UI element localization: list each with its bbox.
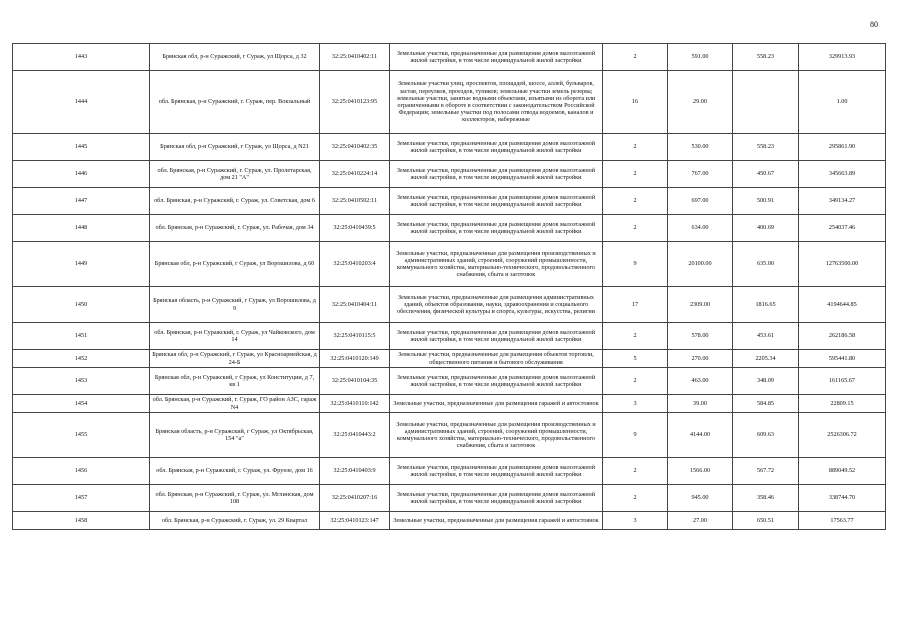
group-cell: 2 [603,161,668,188]
group-cell: 2 [603,458,668,485]
group-cell: 2 [603,485,668,512]
specific-value-cell: 567.72 [733,458,799,485]
specific-value-cell: 584.85 [733,395,799,413]
specific-value-cell: 500.91 [733,188,799,215]
cadastral-value-cell: 254037.46 [799,215,886,242]
row-number: 1446 [13,161,150,188]
table-row [13,44,886,71]
area-cell: 4144.00 [668,413,733,458]
cadastral-value-cell: 295861.90 [799,134,886,161]
specific-value-cell: 635.00 [733,242,799,287]
land-use-cell: Земельные участки, предназначенные для размещения производственных и административных зданий, строений, сооружений промышленности, коммунального хозяйства, материально-технического, продовольственного снабжения, сбыта и заготовок [390,413,603,458]
cadastral-number-cell: 32:25:0410120:149 [320,350,390,368]
land-use-cell: Земельные участки, предназначенные для размещения домов малоэтажной жилой застройки, в том числе индивидуальной жилой застройки [390,323,603,350]
row-number: 1448 [13,215,150,242]
area-cell: 634.00 [668,215,733,242]
address-cell: Брянская обл, р-н Суражский, г Сураж, ул Конституции, д 7, кв 1 [150,368,320,395]
table-row [13,368,886,395]
cadastral-number-cell: 32:25:0410110:142 [320,395,390,413]
group-cell: 2 [603,44,668,71]
area-cell: 29.00 [668,71,733,134]
row-number: 1457 [13,485,150,512]
cadastral-number-cell: 32:25:0410402:11 [320,44,390,71]
cadastral-number-cell: 32:25:0410403:9 [320,458,390,485]
table-row [13,350,886,368]
page-number: 80 [870,20,878,29]
cadastral-value-cell: 345663.89 [799,161,886,188]
table-row [13,134,886,161]
table-row [13,395,886,413]
address-cell: обл. Брянская, р-н Суражский, г. Сураж, ул. 29 Квартал [150,512,320,530]
cadastral-value-cell: 262186.58 [799,323,886,350]
area-cell: 270.00 [668,350,733,368]
row-number: 1451 [13,323,150,350]
land-use-cell: Земельные участки, предназначенные для размещения домов малоэтажной жилой застройки, в том числе индивидуальной жилой застройки [390,368,603,395]
specific-value-cell: 609.63 [733,413,799,458]
row-number: 1445 [13,134,150,161]
row-number: 1450 [13,287,150,323]
area-cell: 578.00 [668,323,733,350]
land-use-cell: Земельные участки, предназначенные для размещения домов малоэтажной жилой застройки, в том числе индивидуальной жилой застройки [390,134,603,161]
cadastral-number-cell: 32:25:0410402:35 [320,134,390,161]
cadastral-value-cell: 4194644.85 [799,287,886,323]
row-number: 1455 [13,413,150,458]
cadastral-value-cell: 889049.52 [799,458,886,485]
group-cell: 17 [603,287,668,323]
land-use-cell: Земельные участки, предназначенные для размещения домов малоэтажной жилой застройки, в том числе индивидуальной жилой застройки [390,44,603,71]
cadastral-value-cell: 349134.27 [799,188,886,215]
cadastral-value-cell: 161165.67 [799,368,886,395]
land-use-cell: Земельные участки, предназначенные для размещения административных зданий, объектов образования, науки, здравоохранения и социального обеспечения, физической культуры и спорта, культуры, искусства, религии [390,287,603,323]
area-cell: 1566.00 [668,458,733,485]
group-cell: 16 [603,71,668,134]
group-cell: 3 [603,512,668,530]
address-cell: Брянская обл, р-н Суражский, г Сураж, ул Щорса, д 32 [150,44,320,71]
row-number: 1454 [13,395,150,413]
land-use-cell: Земельные участки, предназначенные для размещения домов малоэтажной жилой застройки, в том числе индивидуальной жилой застройки [390,161,603,188]
cadastral-number-cell: 32:25:0410115:5 [320,323,390,350]
cadastral-value-cell: 2526306.72 [799,413,886,458]
group-cell: 2 [603,215,668,242]
cadastral-number-cell: 32:25:0410502:11 [320,188,390,215]
table-row [13,71,886,134]
land-use-cell: Земельные участки, предназначенные для размещения гаражей и автостоянок [390,395,603,413]
cadastral-value-cell: 1.00 [799,71,886,134]
land-use-cell: Земельные участки, предназначенные для размещения домов малоэтажной жилой застройки, в том числе индивидуальной жилой застройки [390,458,603,485]
land-use-cell: Земельные участки, предназначенные для размещения гаражей и автостоянок [390,512,603,530]
area-cell: 463.00 [668,368,733,395]
specific-value-cell: 558.23 [733,44,799,71]
address-cell: обл. Брянская, р-н Суражский, г. Сураж, пер. Вокзальный [150,71,320,134]
area-cell: 767.00 [668,161,733,188]
table-row [13,242,886,287]
row-number: 1453 [13,368,150,395]
row-number: 1443 [13,44,150,71]
cadastral-number-cell: 32:25:0410203:4 [320,242,390,287]
table-row [13,413,886,458]
table-row [13,287,886,323]
row-number: 1458 [13,512,150,530]
cadastral-value-cell: 22809.15 [799,395,886,413]
address-cell: обл. Брянская, р-н Суражский, г. Сураж, ул. Пролетарская, дом 21 "А" [150,161,320,188]
cadastral-number-cell: 32:25:0410224:14 [320,161,390,188]
address-cell: Брянская обл, р-н Суражский, г Сураж, ул Щорса, д N21 [150,134,320,161]
specific-value-cell: 453.61 [733,323,799,350]
cadastral-number-cell: 32:25:0410443:2 [320,413,390,458]
land-use-cell: Земельные участки улиц, проспектов, площадей, шоссе, аллей, бульваров, застав, переулков, проездов, тупиков; земельные участки земель резерва; земельные участки, занятые водными объектами, изъятыми из оборота или ограниченными в обороте в соответствии с законодательством Российской Федерации; земельные участки под полосами отвода водоемов, каналов и коллекторов, набережные [390,71,603,134]
group-cell: 2 [603,368,668,395]
land-use-cell: Земельные участки, предназначенные для размещения производственных и административных зданий, строений, сооружений промышленности, коммунального хозяйства, материально-технического, продовольственного снабжения, сбыта и заготовок [390,242,603,287]
land-use-cell: Земельные участки, предназначенные для размещения объектов торговли, общественного питания и бытового обслуживания [390,350,603,368]
row-number: 1452 [13,350,150,368]
specific-value-cell: 1816.65 [733,287,799,323]
specific-value-cell: 650.51 [733,512,799,530]
land-use-cell: Земельные участки, предназначенные для размещения домов малоэтажной жилой застройки, в том числе индивидуальной жилой застройки [390,188,603,215]
cadastral-value-cell: 595441.80 [799,350,886,368]
cadastral-number-cell: 32:25:0410104:35 [320,368,390,395]
area-cell: 697.00 [668,188,733,215]
group-cell: 2 [603,188,668,215]
specific-value-cell: 348.09 [733,368,799,395]
group-cell: 2 [603,134,668,161]
address-cell: Брянская область, р-н Суражский, г Сураж, ул Ворошилова, д 9 [150,287,320,323]
cadastral-value-cell: 338744.70 [799,485,886,512]
address-cell: обл. Брянская, р-н Суражский, г. Сураж, ГО район АЗС, гараж N4 [150,395,320,413]
area-cell: 945.00 [668,485,733,512]
specific-value-cell: 358.46 [733,485,799,512]
cadastral-value-cell: 329913.93 [799,44,886,71]
area-cell: 20100.00 [668,242,733,287]
table-row [13,512,886,530]
cadastral-value-cell: 12763500.00 [799,242,886,287]
cadastral-number-cell: 32:25:0410207:16 [320,485,390,512]
row-number: 1447 [13,188,150,215]
group-cell: 3 [603,395,668,413]
row-number: 1456 [13,458,150,485]
table-row [13,188,886,215]
cadastral-number-cell: 32:25:0410123:95 [320,71,390,134]
table-row [13,161,886,188]
row-number: 1449 [13,242,150,287]
specific-value-cell: 400.69 [733,215,799,242]
group-cell: 5 [603,350,668,368]
specific-value-cell: 558.23 [733,134,799,161]
cadastral-number-cell: 32:25:0410439:5 [320,215,390,242]
address-cell: Брянская обл, р-н Суражский, г Сураж, ул Красноармейская, д 24-Б [150,350,320,368]
address-cell: обл. Брянская, р-н Суражский, г. Сураж, ул Чайковского, дом 14 [150,323,320,350]
group-cell: 9 [603,242,668,287]
area-cell: 27.00 [668,512,733,530]
specific-value-cell: 2205.34 [733,350,799,368]
address-cell: обл. Брянская, р-н Суражский, г. Сураж, ул. Фрунзе, дом 16 [150,458,320,485]
cadastral-value-cell: 17563.77 [799,512,886,530]
specific-value-cell [733,71,799,134]
table-row [13,215,886,242]
row-number: 1444 [13,71,150,134]
table-row [13,323,886,350]
group-cell: 9 [603,413,668,458]
land-use-cell: Земельные участки, предназначенные для размещения домов малоэтажной жилой застройки, в том числе индивидуальной жилой застройки [390,485,603,512]
area-cell: 2309.00 [668,287,733,323]
cadastral-number-cell: 32:25:0410404:11 [320,287,390,323]
cadastral-number-cell: 32:25:0410123:147 [320,512,390,530]
address-cell: Брянская обл, р-н Суражский, г Сураж, ул Ворошилова, д 60 [150,242,320,287]
land-use-cell: Земельные участки, предназначенные для размещения домов малоэтажной жилой застройки, в том числе индивидуальной жилой застройки [390,215,603,242]
cadastral-value-table [12,43,886,530]
address-cell: Брянская область, р-н Суражский, г Сураж, ул Октябрьская, 154 "а" [150,413,320,458]
table-row [13,458,886,485]
address-cell: обл. Брянская, р-н Суражский, г. Сураж, ул. Мглинская, дом 108 [150,485,320,512]
area-cell: 39.00 [668,395,733,413]
table-row [13,485,886,512]
address-cell: обл. Брянская, р-н Суражский, г. Сураж, ул. Советская, дом 6 [150,188,320,215]
group-cell: 2 [603,323,668,350]
area-cell: 591.00 [668,44,733,71]
area-cell: 530.00 [668,134,733,161]
specific-value-cell: 450.67 [733,161,799,188]
address-cell: обл. Брянская, р-н Суражский, г. Сураж, ул. Рабочая, дом 34 [150,215,320,242]
